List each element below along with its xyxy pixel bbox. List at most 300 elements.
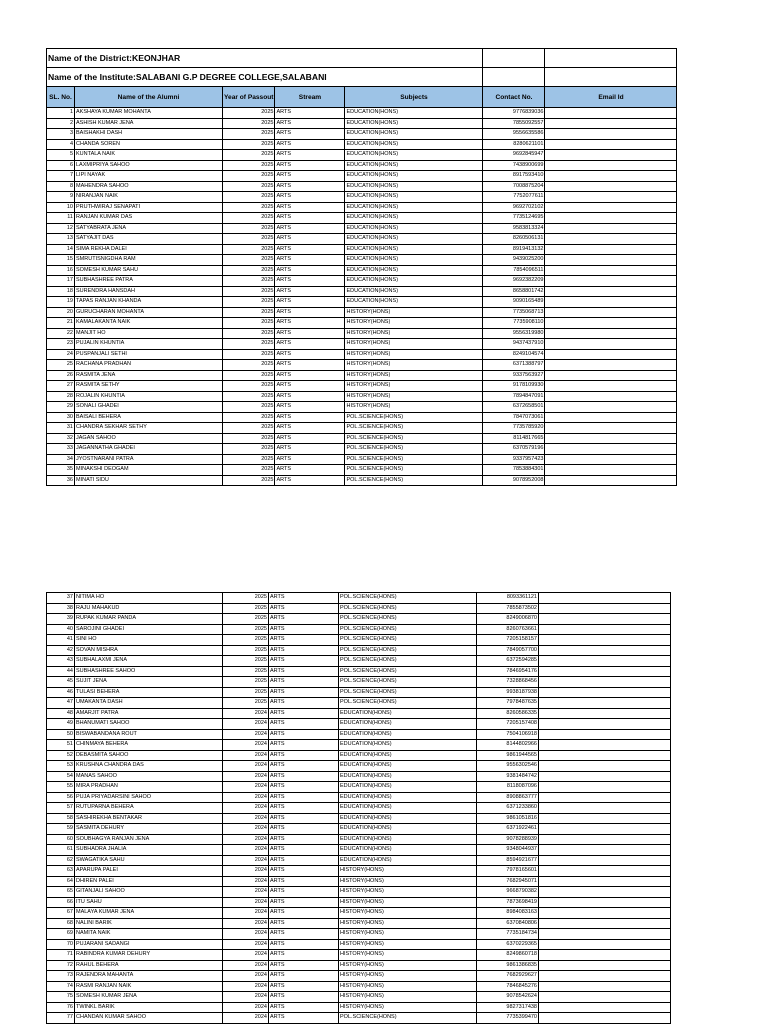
subject-cell: POL.SCIENCE(HONS) <box>345 433 483 444</box>
passout-year-cell: 2024 <box>223 729 269 740</box>
subject-cell: POL.SCIENCE(HONS) <box>339 603 477 614</box>
alumni-name-cell: SASMITA DEHURY <box>75 824 223 835</box>
stream-cell: ARTS <box>275 286 345 297</box>
contact-no-cell: 9861051816 <box>477 813 539 824</box>
passout-year-cell: 2024 <box>223 740 269 751</box>
subject-cell: HISTORY(HONS) <box>339 897 477 908</box>
alumni-name-cell: CHINMAYA BEHERA <box>75 740 223 751</box>
email-cell <box>539 603 671 614</box>
alumni-name-cell: SURENDRA HANSDAH <box>75 286 223 297</box>
alumni-name-cell: RABINDRA KUMAR DEHURY <box>75 950 223 961</box>
col-subjects: Subjects <box>345 87 483 108</box>
contact-no-cell: 7735399470 <box>477 1013 539 1024</box>
contact-no-cell: 8260506131 <box>483 234 545 245</box>
subject-cell: EDUCATION(HONS) <box>339 708 477 719</box>
sl-no-cell: 25 <box>47 360 75 371</box>
email-cell <box>539 897 671 908</box>
stream-cell: ARTS <box>269 719 339 730</box>
contact-no-cell: 7855873502 <box>477 603 539 614</box>
subject-cell: EDUCATION(HONS) <box>345 129 483 140</box>
alumni-table-top <box>46 48 677 486</box>
sl-no-cell: 6 <box>47 160 75 171</box>
contact-no-cell: 8118087096 <box>477 782 539 793</box>
alumni-name-cell: KUNTALA NAIK <box>75 150 223 161</box>
stream-cell: ARTS <box>275 160 345 171</box>
email-cell <box>539 645 671 656</box>
subject-cell: HISTORY(HONS) <box>345 360 483 371</box>
passout-year-cell: 2024 <box>223 876 269 887</box>
contact-no-cell: 9078952008 <box>483 475 545 486</box>
passout-year-cell: 2025 <box>223 160 275 171</box>
sl-no-cell: 49 <box>47 719 75 730</box>
email-cell <box>539 971 671 982</box>
sl-no-cell: 10 <box>47 202 75 213</box>
email-cell <box>539 950 671 961</box>
sl-no-cell: 28 <box>47 391 75 402</box>
table-row <box>47 244 677 255</box>
email-cell <box>545 454 677 465</box>
alumni-name-cell: MIRA PRADHAN <box>75 782 223 793</box>
sl-no-cell: 36 <box>47 475 75 486</box>
table-row <box>47 624 671 635</box>
sl-no-cell: 68 <box>47 918 75 929</box>
passout-year-cell: 2025 <box>223 402 275 413</box>
email-cell <box>539 729 671 740</box>
stream-cell: ARTS <box>269 834 339 845</box>
sl-no-cell: 17 <box>47 276 75 287</box>
stream-cell: ARTS <box>275 318 345 329</box>
table-row <box>47 929 671 940</box>
contact-no-cell: 6371233860 <box>477 803 539 814</box>
email-cell <box>545 150 677 161</box>
subject-cell: HISTORY(HONS) <box>339 950 477 961</box>
table-row <box>47 318 677 329</box>
passout-year-cell: 2025 <box>223 603 269 614</box>
contact-no-cell: 9337957423 <box>483 454 545 465</box>
passout-year-cell: 2025 <box>223 433 275 444</box>
subject-cell: EDUCATION(HONS) <box>345 181 483 192</box>
passout-year-cell: 2025 <box>223 677 269 688</box>
alumni-name-cell: TWINKL BARIK <box>75 1002 223 1013</box>
stream-cell: ARTS <box>275 265 345 276</box>
sl-no-cell: 26 <box>47 370 75 381</box>
table-row <box>47 234 677 245</box>
alumni-name-cell: ASHISH KUMAR JENA <box>75 118 223 129</box>
table-row <box>47 171 677 182</box>
alumni-name-cell: MALAYA KUMAR JENA <box>75 908 223 919</box>
contact-no-cell: 8093361121 <box>477 593 539 604</box>
alumni-name-cell: LAXMIPRIYA SAHOO <box>75 160 223 171</box>
sl-no-cell: 18 <box>47 286 75 297</box>
sl-no-cell: 16 <box>47 265 75 276</box>
table-row <box>47 255 677 266</box>
subject-cell: POL.SCIENCE(HONS) <box>339 593 477 604</box>
sl-no-cell: 35 <box>47 465 75 476</box>
contact-no-cell: 9692382209 <box>483 276 545 287</box>
stream-cell: ARTS <box>269 929 339 940</box>
stream-cell: ARTS <box>269 960 339 971</box>
table-row <box>47 139 677 150</box>
sl-no-cell: 60 <box>47 834 75 845</box>
table-row <box>47 918 671 929</box>
contact-no-cell: 8984083163 <box>477 908 539 919</box>
alumni-name-cell: BISWABANDANA ROUT <box>75 729 223 740</box>
alumni-name-cell: SOMESH KUMAR SAHU <box>75 265 223 276</box>
passout-year-cell: 2025 <box>223 276 275 287</box>
subject-cell: HISTORY(HONS) <box>345 370 483 381</box>
stream-cell: ARTS <box>275 454 345 465</box>
alumni-name-cell: RASMI RANJAN NAIK <box>75 981 223 992</box>
stream-cell: ARTS <box>269 624 339 635</box>
alumni-name-cell: JYOSTNARANI PATRA <box>75 454 223 465</box>
sl-no-cell: 43 <box>47 656 75 667</box>
passout-year-cell: 2024 <box>223 782 269 793</box>
alumni-name-cell: BHANUMATI SAHOO <box>75 719 223 730</box>
sl-no-cell: 64 <box>47 876 75 887</box>
sl-no-cell: 61 <box>47 845 75 856</box>
passout-year-cell: 2025 <box>223 656 269 667</box>
alumni-name-cell: SASHIREKHA BENTAKAR <box>75 813 223 824</box>
alumni-name-cell: CHANDAN KUMAR SAHOO <box>75 1013 223 1024</box>
passout-year-cell: 2025 <box>223 108 275 119</box>
subject-cell: EDUCATION(HONS) <box>345 213 483 224</box>
contact-no-cell: 9078288939 <box>477 834 539 845</box>
passout-year-cell: 2024 <box>223 771 269 782</box>
subject-cell: HISTORY(HONS) <box>339 981 477 992</box>
email-cell <box>539 719 671 730</box>
contact-no-cell: 7894847091 <box>483 391 545 402</box>
alumni-name-cell: PUJA PRIYADARSINI SAHOO <box>75 792 223 803</box>
stream-cell: ARTS <box>269 708 339 719</box>
stream-cell: ARTS <box>275 328 345 339</box>
contact-no-cell: 7978487635 <box>477 698 539 709</box>
passout-year-cell: 2025 <box>223 307 275 318</box>
passout-year-cell: 2024 <box>223 960 269 971</box>
stream-cell: ARTS <box>275 213 345 224</box>
stream-cell: ARTS <box>275 234 345 245</box>
passout-year-cell: 2024 <box>223 761 269 772</box>
alumni-name-cell: RANJAN KUMAR DAS <box>75 213 223 224</box>
table-row <box>47 213 677 224</box>
alumni-name-cell: NIRANJAN NAIK <box>75 192 223 203</box>
passout-year-cell: 2024 <box>223 792 269 803</box>
alumni-name-cell: SMRUTISNIGDHA RAM <box>75 255 223 266</box>
alumni-rows <box>47 593 671 1024</box>
table-row <box>47 223 677 234</box>
table-row <box>47 360 677 371</box>
email-cell <box>545 244 677 255</box>
email-cell <box>539 1002 671 1013</box>
contact-no-cell: 8919413132 <box>483 244 545 255</box>
sl-no-cell: 33 <box>47 444 75 455</box>
alumni-name-cell: SOUBHAGYA RANJAN JENA <box>75 834 223 845</box>
table-row <box>47 454 677 465</box>
contact-no-cell: 7735908110 <box>483 318 545 329</box>
sl-no-cell: 57 <box>47 803 75 814</box>
alumni-name-cell: SOVAN MISHRA <box>75 645 223 656</box>
col-name: Name of the Alumni <box>75 87 223 108</box>
alumni-name-cell: RUPAK KUMAR PANDA <box>75 614 223 625</box>
contact-no-cell: 9556635586 <box>483 129 545 140</box>
sl-no-cell: 75 <box>47 992 75 1003</box>
contact-no-cell: 8260586335 <box>477 708 539 719</box>
table-row <box>47 761 671 772</box>
contact-no-cell: 7846954176 <box>477 666 539 677</box>
table-row <box>47 108 677 119</box>
stream-cell: ARTS <box>269 855 339 866</box>
table-row <box>47 971 671 982</box>
alumni-name-cell: UMAKANTA DASH <box>75 698 223 709</box>
alumni-name-cell: NAMITA NAIK <box>75 929 223 940</box>
contact-no-cell: 8260763661 <box>477 624 539 635</box>
passout-year-cell: 2024 <box>223 950 269 961</box>
sl-no-cell: 71 <box>47 950 75 961</box>
subject-cell: EDUCATION(HONS) <box>339 845 477 856</box>
sl-no-cell: 9 <box>47 192 75 203</box>
contact-no-cell: 8249860718 <box>477 950 539 961</box>
alumni-name-cell: APARUPA PALEI <box>75 866 223 877</box>
alumni-name-cell: RAJU MAHAKUD <box>75 603 223 614</box>
email-cell <box>539 803 671 814</box>
passout-year-cell: 2025 <box>223 412 275 423</box>
table-row <box>47 992 671 1003</box>
alumni-name-cell: PUJARANI SADANGI <box>75 939 223 950</box>
passout-year-cell: 2025 <box>223 150 275 161</box>
table-row <box>47 855 671 866</box>
alumni-name-cell: MINAKSHI DEOGAM <box>75 465 223 476</box>
contact-no-cell: 9437437910 <box>483 339 545 350</box>
contact-no-cell: 8249006870 <box>477 614 539 625</box>
subject-cell: EDUCATION(HONS) <box>345 297 483 308</box>
passout-year-cell: 2025 <box>223 465 275 476</box>
stream-cell: ARTS <box>269 603 339 614</box>
stream-cell: ARTS <box>269 729 339 740</box>
passout-year-cell: 2025 <box>223 139 275 150</box>
email-cell <box>539 992 671 1003</box>
subject-cell: POL.SCIENCE(HONS) <box>345 475 483 486</box>
email-cell <box>545 108 677 119</box>
passout-year-cell: 2024 <box>223 929 269 940</box>
stream-cell: ARTS <box>275 192 345 203</box>
table-row <box>47 402 677 413</box>
sl-no-cell: 34 <box>47 454 75 465</box>
email-cell <box>539 834 671 845</box>
stream-cell: ARTS <box>269 593 339 604</box>
contact-no-cell: 8658801742 <box>483 286 545 297</box>
passout-year-cell: 2024 <box>223 939 269 950</box>
sl-no-cell: 53 <box>47 761 75 772</box>
email-cell <box>545 276 677 287</box>
stream-cell: ARTS <box>275 129 345 140</box>
passout-year-cell: 2025 <box>223 181 275 192</box>
sl-no-cell: 5 <box>47 150 75 161</box>
subject-cell: EDUCATION(HONS) <box>345 202 483 213</box>
stream-cell: ARTS <box>275 475 345 486</box>
stream-cell: ARTS <box>269 687 339 698</box>
subject-cell: HISTORY(HONS) <box>339 960 477 971</box>
table-row <box>47 645 671 656</box>
table-row <box>47 328 677 339</box>
contact-no-cell: 9556319980 <box>483 328 545 339</box>
stream-cell: ARTS <box>269 782 339 793</box>
stream-cell: ARTS <box>275 423 345 434</box>
sl-no-cell: 40 <box>47 624 75 635</box>
contact-no-cell: 8280621101 <box>483 139 545 150</box>
subject-cell: POL.SCIENCE(HONS) <box>339 656 477 667</box>
contact-no-cell: 6372658501 <box>483 402 545 413</box>
email-cell <box>545 423 677 434</box>
alumni-name-cell: SATYABRATA JENA <box>75 223 223 234</box>
contact-no-cell: 7854096511 <box>483 265 545 276</box>
stream-cell: ARTS <box>269 1002 339 1013</box>
stream-cell: ARTS <box>275 202 345 213</box>
alumni-name-cell: NITIMA HO <box>75 593 223 604</box>
subject-cell: HISTORY(HONS) <box>345 349 483 360</box>
stream-cell: ARTS <box>269 971 339 982</box>
stream-cell: ARTS <box>269 866 339 877</box>
institute-name: Name of the Institute:SALABANI G.P DEGREE COLLEGE,SALABANI <box>47 68 483 87</box>
contact-no-cell: 9692702102 <box>483 202 545 213</box>
passout-year-cell: 2025 <box>223 381 275 392</box>
stream-cell: ARTS <box>269 813 339 824</box>
email-cell <box>545 160 677 171</box>
stream-cell: ARTS <box>275 391 345 402</box>
email-cell <box>545 465 677 476</box>
passout-year-cell: 2024 <box>223 918 269 929</box>
passout-year-cell: 2024 <box>223 1002 269 1013</box>
stream-cell: ARTS <box>269 876 339 887</box>
passout-year-cell: 2025 <box>223 223 275 234</box>
email-cell <box>539 939 671 950</box>
sl-no-cell: 62 <box>47 855 75 866</box>
column-header-row <box>47 87 677 108</box>
sl-no-cell: 31 <box>47 423 75 434</box>
subject-cell: HISTORY(HONS) <box>339 929 477 940</box>
alumni-name-cell: SUJIT JENA <box>75 677 223 688</box>
subject-cell: HISTORY(HONS) <box>345 307 483 318</box>
blank-cell <box>483 49 545 68</box>
sl-no-cell: 39 <box>47 614 75 625</box>
col-email: Email Id <box>545 87 677 108</box>
sl-no-cell: 59 <box>47 824 75 835</box>
alumni-name-cell: RAHUL BEHERA <box>75 960 223 971</box>
subject-cell: HISTORY(HONS) <box>345 402 483 413</box>
subject-cell: POL.SCIENCE(HONS) <box>345 423 483 434</box>
passout-year-cell: 2024 <box>223 845 269 856</box>
alumni-table-bottom <box>46 592 671 1024</box>
email-cell <box>545 402 677 413</box>
passout-year-cell: 2025 <box>223 444 275 455</box>
blank-cell <box>483 68 545 87</box>
sl-no-cell: 20 <box>47 307 75 318</box>
contact-no-cell: 6370840806 <box>477 918 539 929</box>
subject-cell: EDUCATION(HONS) <box>345 139 483 150</box>
stream-cell: ARTS <box>275 381 345 392</box>
sl-no-cell: 54 <box>47 771 75 782</box>
subject-cell: EDUCATION(HONS) <box>339 740 477 751</box>
email-cell <box>545 129 677 140</box>
email-cell <box>539 687 671 698</box>
alumni-name-cell: RUTUPARNA BEHERA <box>75 803 223 814</box>
passout-year-cell: 2025 <box>223 328 275 339</box>
email-cell <box>539 824 671 835</box>
table-row <box>47 1013 671 1024</box>
passout-year-cell: 2024 <box>223 719 269 730</box>
alumni-name-cell: MINATI SIDU <box>75 475 223 486</box>
alumni-name-cell: PUJALIN KHUNTIA <box>75 339 223 350</box>
stream-cell: ARTS <box>269 677 339 688</box>
contact-no-cell: 9938187938 <box>477 687 539 698</box>
contact-no-cell: 9381484742 <box>477 771 539 782</box>
passout-year-cell: 2025 <box>223 265 275 276</box>
sl-no-cell: 51 <box>47 740 75 751</box>
alumni-name-cell: RASMITA JENA <box>75 370 223 381</box>
table-row <box>47 265 677 276</box>
table-row <box>47 698 671 709</box>
passout-year-cell: 2025 <box>223 635 269 646</box>
alumni-name-cell: SWAGATIKA SAHU <box>75 855 223 866</box>
passout-year-cell: 2025 <box>223 255 275 266</box>
stream-cell: ARTS <box>275 360 345 371</box>
passout-year-cell: 2024 <box>223 824 269 835</box>
subject-cell: HISTORY(HONS) <box>339 887 477 898</box>
sl-no-cell: 48 <box>47 708 75 719</box>
table-row <box>47 1002 671 1013</box>
sl-no-cell: 77 <box>47 1013 75 1024</box>
alumni-name-cell: SUBHASHREE SAHOO <box>75 666 223 677</box>
table-row <box>47 792 671 803</box>
sl-no-cell: 50 <box>47 729 75 740</box>
email-cell <box>545 202 677 213</box>
email-cell <box>545 360 677 371</box>
email-cell <box>539 698 671 709</box>
contact-no-cell: 8114817665 <box>483 433 545 444</box>
subject-cell: EDUCATION(HONS) <box>339 719 477 730</box>
subject-cell: EDUCATION(HONS) <box>345 255 483 266</box>
sl-no-cell: 24 <box>47 349 75 360</box>
email-cell <box>539 656 671 667</box>
sl-no-cell: 13 <box>47 234 75 245</box>
sl-no-cell: 29 <box>47 402 75 413</box>
contact-no-cell: 7855092557 <box>483 118 545 129</box>
subject-cell: EDUCATION(HONS) <box>339 750 477 761</box>
stream-cell: ARTS <box>269 750 339 761</box>
sl-no-cell: 58 <box>47 813 75 824</box>
sl-no-cell: 41 <box>47 635 75 646</box>
sl-no-cell: 65 <box>47 887 75 898</box>
email-cell <box>539 593 671 604</box>
email-cell <box>545 328 677 339</box>
alumni-name-cell: RACHANA PRADHAN <box>75 360 223 371</box>
table-row <box>47 614 671 625</box>
email-cell <box>545 475 677 486</box>
contact-no-cell: 9692845947 <box>483 150 545 161</box>
passout-year-cell: 2025 <box>223 391 275 402</box>
subject-cell: EDUCATION(HONS) <box>339 792 477 803</box>
contact-no-cell: 8144802966 <box>477 740 539 751</box>
stream-cell: ARTS <box>269 771 339 782</box>
passout-year-cell: 2025 <box>223 171 275 182</box>
alumni-name-cell: NALINI BARIK <box>75 918 223 929</box>
passout-year-cell: 2025 <box>223 234 275 245</box>
table-row <box>47 876 671 887</box>
subject-cell: EDUCATION(HONS) <box>345 118 483 129</box>
stream-cell: ARTS <box>275 150 345 161</box>
table-row <box>47 381 677 392</box>
subject-cell: HISTORY(HONS) <box>339 992 477 1003</box>
alumni-name-cell: SOMESH KUMAR JENA <box>75 992 223 1003</box>
col-sl-no: SL. No. <box>47 87 75 108</box>
